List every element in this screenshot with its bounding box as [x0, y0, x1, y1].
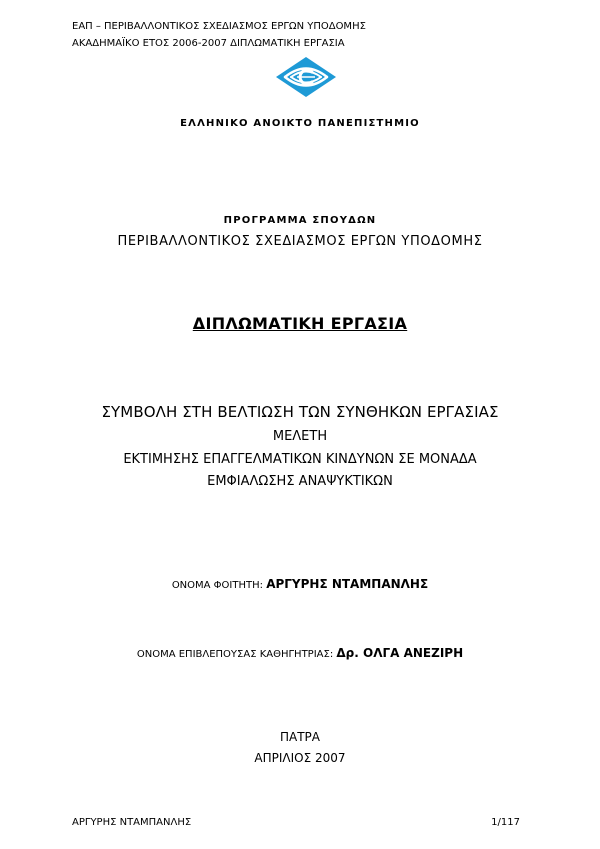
student-name: ΑΡΓΥΡΗΣ ΝΤΑΜΠΑΝΛΗΣ — [266, 577, 429, 591]
thesis-title-line-4: ΕΜΦΙΑΛΩΣΗΣ ΑΝΑΨΥΚΤΙΚΩΝ — [207, 474, 393, 489]
thesis-title-line-3: ΕΚΤΙΜΗΣΗΣ ΕΠΑΓΓΕΛΜΑΤΙΚΩΝ ΚΙΝΔΥΝΩΝ ΣΕ ΜΟΝΑΔΑ — [123, 452, 477, 467]
thesis-title-main: ΣΥΜΒΟΛΗ ΣΤΗ ΒΕΛΤΙΩΣΗ ΤΩΝ ΣΥΝΘΗΚΩΝ ΕΡΓΑΣΙΑΣ — [101, 403, 499, 421]
program-name: ΠΕΡΙΒΑΛΛΟΝΤΙΚΟΣ ΣΧΕΔΙΑΣΜΟΣ ΕΡΓΩΝ ΥΠΟΔΟΜΗΣ — [117, 234, 483, 249]
footer-page-number: 1/117 — [491, 817, 520, 828]
university-logo-icon — [275, 56, 337, 98]
header-line-2: ΑΚΑΔΗΜΑΪΚΟ ΕΤΟΣ 2006-2007 ΔΙΠΛΩΜΑΤΙΚΗ ΕΡΓΑΣΙΑ — [72, 38, 345, 49]
university-name: ΕΛΛΗΝΙΚΟ ΑΝΟΙΚΤΟ ΠΑΝΕΠΙΣΤΗΜΙΟ — [180, 118, 420, 129]
supervisor-name: Δρ. ΟΛΓΑ ΑΝΕΖΙΡΗ — [336, 646, 464, 660]
date: ΑΠΡΙΛΙΟΣ 2007 — [254, 751, 346, 765]
student-label: ΟΝΟΜΑ ΦΟΙΤΗΤΗ: — [171, 580, 263, 591]
document-type-title: ΔΙΠΛΩΜΑΤΙΚΗ ΕΡΓΑΣΙΑ — [192, 314, 408, 333]
supervisor-field — [0, 646, 600, 660]
program-heading: ΠΡΟΓΡΑΜΜΑ ΣΠΟΥΔΩΝ — [223, 215, 377, 226]
thesis-title-sub: ΜΕΛΕΤΗ — [272, 429, 328, 444]
supervisor-label: ΟΝΟΜΑ ΕΠΙΒΛΕΠΟΥΣΑΣ ΚΑΘΗΓΗΤΡΙΑΣ: — [136, 649, 334, 660]
place: ΠΑΤΡΑ — [279, 730, 320, 744]
student-field — [0, 577, 600, 591]
footer-author: ΑΡΓΥΡΗΣ ΝΤΑΜΠΑΝΛΗΣ — [72, 817, 192, 828]
header-line-1: ΕΑΠ – ΠΕΡΙΒΑΛΛΟΝΤΙΚΟΣ ΣΧΕΔΙΑΣΜΟΣ ΕΡΓΩΝ ΥΠΟΔΟΜΗΣ — [72, 21, 366, 32]
